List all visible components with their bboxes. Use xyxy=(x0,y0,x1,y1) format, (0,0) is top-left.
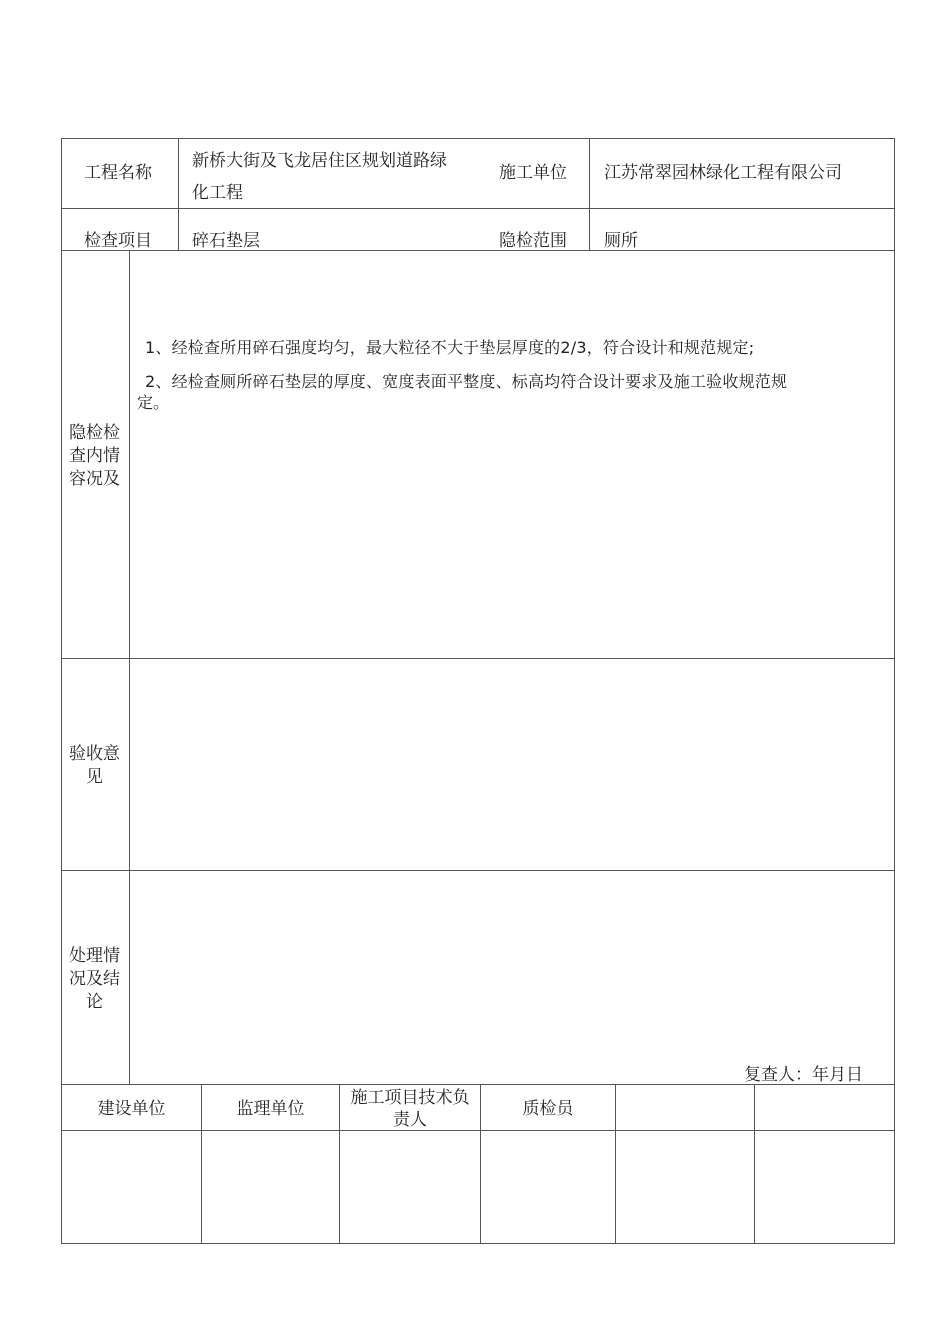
handling-label-line3: 论 xyxy=(86,992,103,1012)
content-item-1: 1、经检查所用碎石强度均匀，最大粒径不大于垫层厚度的2/3，符合设计和规范规定; xyxy=(145,338,755,357)
signature-inspector-label: 质检员 xyxy=(522,1099,574,1119)
table-border-left xyxy=(61,138,62,1244)
scope-label: 隐检范围 xyxy=(499,231,567,251)
signature-owner-label: 建设单位 xyxy=(97,1099,166,1119)
table-border-top xyxy=(61,138,895,139)
project-name-value-line1: 新桥大街及飞龙居住区规划道路绿 xyxy=(192,151,447,171)
project-name-label: 工程名称 xyxy=(84,163,152,183)
handling-label-line2: 况及结 xyxy=(69,969,120,989)
check-item-label: 检查项目 xyxy=(84,231,152,251)
check-item-value: 碎石垫层 xyxy=(192,231,260,251)
acceptance-label-line1: 验收意 xyxy=(69,744,120,764)
content-label-line2: 查内情 xyxy=(69,446,120,466)
signature-col-rule-4 xyxy=(615,1084,616,1243)
content-item-2-line2: 定。 xyxy=(137,393,170,412)
table-rule-acceptance xyxy=(61,870,895,871)
acceptance-label-line2: 见 xyxy=(86,767,103,787)
content-label-line3: 容况及 xyxy=(69,469,120,489)
table-border-bottom xyxy=(61,1243,895,1244)
signature-supervisor-label: 监理单位 xyxy=(236,1099,305,1119)
table-col-rule-2 xyxy=(589,138,590,250)
signature-tech-lead-label-line1: 施工项目技术负 xyxy=(350,1088,470,1108)
table-border-right xyxy=(894,138,895,1244)
handling-label-line1: 处理情 xyxy=(69,946,120,966)
content-label-line1: 隐检检 xyxy=(69,423,120,443)
table-label-col-rule xyxy=(129,250,130,1084)
table-col-rule-1 xyxy=(178,138,179,250)
table-rule-check-item xyxy=(61,250,895,251)
project-name-value-line2: 化工程 xyxy=(192,183,243,203)
scope-value: 厕所 xyxy=(604,231,638,251)
signature-col-rule-5 xyxy=(754,1084,755,1243)
signature-tech-lead-label-line2: 责人 xyxy=(393,1110,427,1130)
contractor-label: 施工单位 xyxy=(499,163,567,183)
contractor-value: 江苏常翠园林绿化工程有限公司 xyxy=(604,163,842,183)
table-rule-header xyxy=(61,208,895,209)
reviewer-line: 复查人：年月日 xyxy=(744,1065,863,1085)
table-rule-content xyxy=(61,658,895,659)
content-item-2-line1: 2、经检查厕所碎石垫层的厚度、宽度表面平整度、标高均符合设计要求及施工验收规范规 xyxy=(145,372,788,391)
